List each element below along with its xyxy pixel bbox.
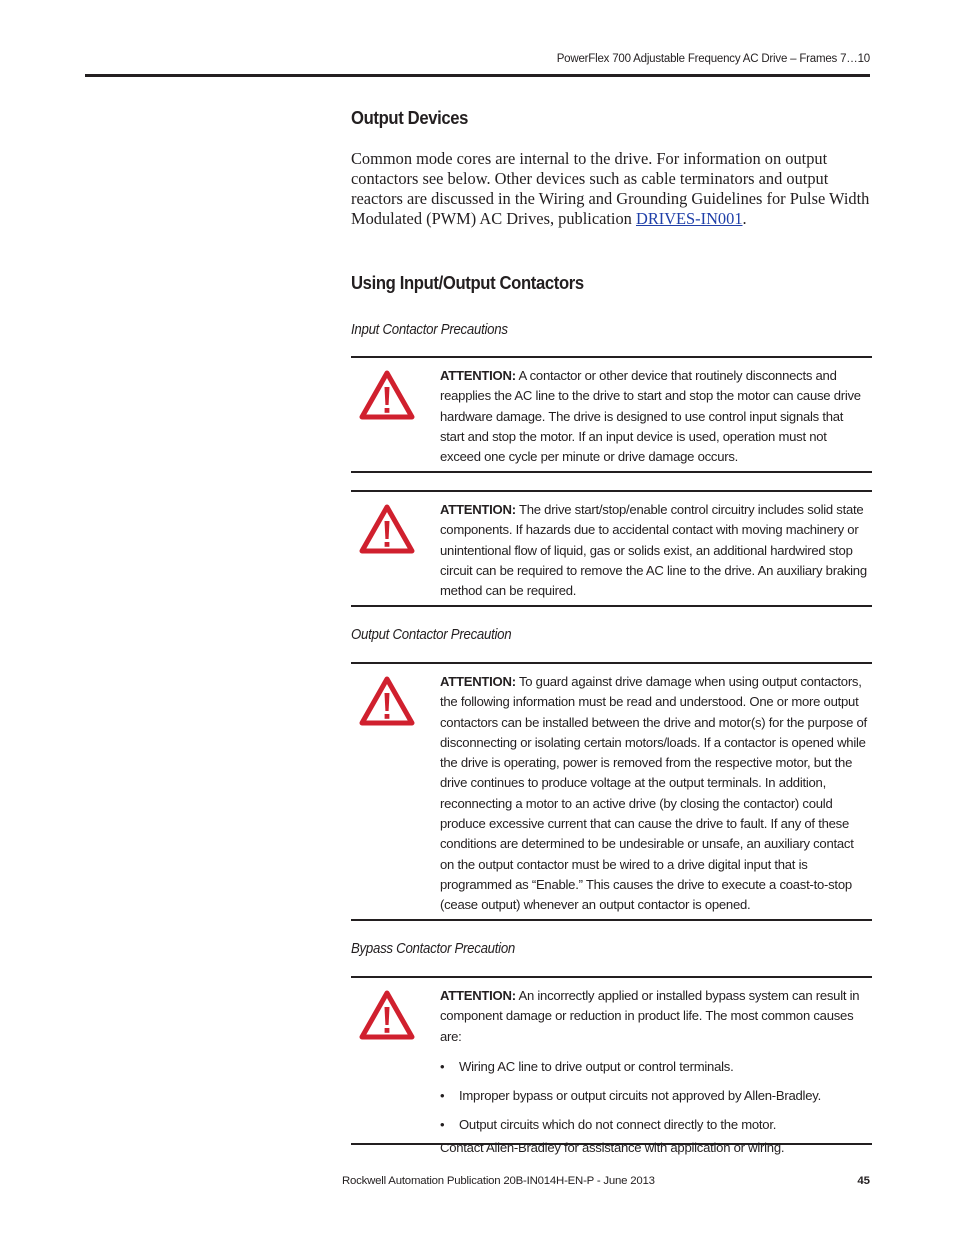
attention-box-2	[351, 490, 872, 607]
attention-label: ATTENTION:	[440, 674, 516, 689]
subheading-input-contactor: Input Contactor Precautions	[351, 322, 508, 338]
attention-text-3	[440, 672, 870, 916]
section-title-output-devices: Output Devices	[351, 107, 469, 128]
attention-body: A contactor or other device that routinely disconnects and reapplies the AC line to the drive to start and stop the motor can cause drive hardware damage. The drive is designed to use control input signals that start and stop the motor. If an input device is used, operation must not exceed one cycle per minute or drive damage occurs.	[440, 368, 861, 465]
attention-body: To guard against drive damage when using output contactors, the following information must be read and understood. One or more output contactors can be installed between the drive and motor(s) for the purpose of disconnecting or isolating certain motors/loads. If a contactor is opened while the drive is operating, power is removed from the respective motor, but the drive continues to produce voltage at the output terminals. In addition, reconnecting a motor to an active drive (by closing the contactor) could produce excessive current that can cause the drive to fault. If any of these conditions are determined to be undesirable or unsafe, an auxiliary contact on the output contactor must be wired to a drive digital input that is programmed as “Enable.” This causes the drive to execute a coast-to-stop (cease output) whenever an output contactor is opened.	[440, 674, 867, 913]
bypass-causes-list	[440, 1057, 870, 1136]
attention-box-4	[351, 976, 872, 1155]
subheading-bypass-contactor: Bypass Contactor Precaution	[351, 941, 516, 957]
output-devices-paragraph	[351, 149, 873, 229]
output-devices-text: Common mode cores are internal to the drive. For information on output contactors see below. Other devices such as cable terminators and output reactors are discussed in the Wiring and Grounding Guidelines for Pulse Width Modulated (PWM) AC Drives, publication	[351, 149, 870, 228]
warning-triangle-icon	[359, 990, 415, 1040]
attention-text-1	[440, 366, 870, 467]
warning-triangle-icon	[359, 676, 415, 726]
header-rule	[85, 74, 870, 77]
attention-label: ATTENTION:	[440, 368, 516, 383]
page-number: 45	[857, 1175, 870, 1187]
list-item: • Wiring AC line to drive output or control terminals.	[440, 1057, 870, 1077]
output-devices-text-end: .	[742, 209, 747, 228]
attention-body: The drive start/stop/enable control circuitry includes solid state components. If hazards due to accidental contact with moving machinery or unintentional flow of liquid, gas or solids exist, an additional hardwired stop circuit can be required to remove the AC line to the drive. An auxiliary braking method can be required.	[440, 502, 867, 599]
section-title-contactors: Using Input/Output Contactors	[351, 272, 584, 293]
attention-text-2	[440, 500, 870, 601]
footer-publication: Rockwell Automation Publication 20B-IN014H-EN-P - June 2013	[342, 1175, 655, 1187]
attention-label: ATTENTION:	[440, 988, 516, 1003]
drives-in001-link[interactable]: DRIVES-IN001	[635, 209, 743, 228]
attention-box-1	[351, 356, 872, 473]
attention-body: An incorrectly applied or installed bypass system can result in component damage or reduction in product life. The most common causes are:	[440, 988, 860, 1044]
running-header: PowerFlex 700 Adjustable Frequency AC Drive – Frames 7…10	[556, 53, 870, 65]
warning-triangle-icon	[359, 504, 415, 554]
list-item: • Output circuits which do not connect directly to the motor.	[440, 1115, 870, 1135]
attention-label: ATTENTION:	[440, 502, 516, 517]
attention-text-4	[440, 986, 870, 1158]
warning-triangle-icon	[359, 370, 415, 420]
list-item: • Improper bypass or output circuits not approved by Allen-Bradley.	[440, 1086, 870, 1106]
attention-box-3	[351, 662, 872, 921]
attention-closing: Contact Allen-Bradley for assistance with application or wiring.	[440, 1139, 785, 1155]
subheading-output-contactor: Output Contactor Precaution	[351, 627, 512, 643]
